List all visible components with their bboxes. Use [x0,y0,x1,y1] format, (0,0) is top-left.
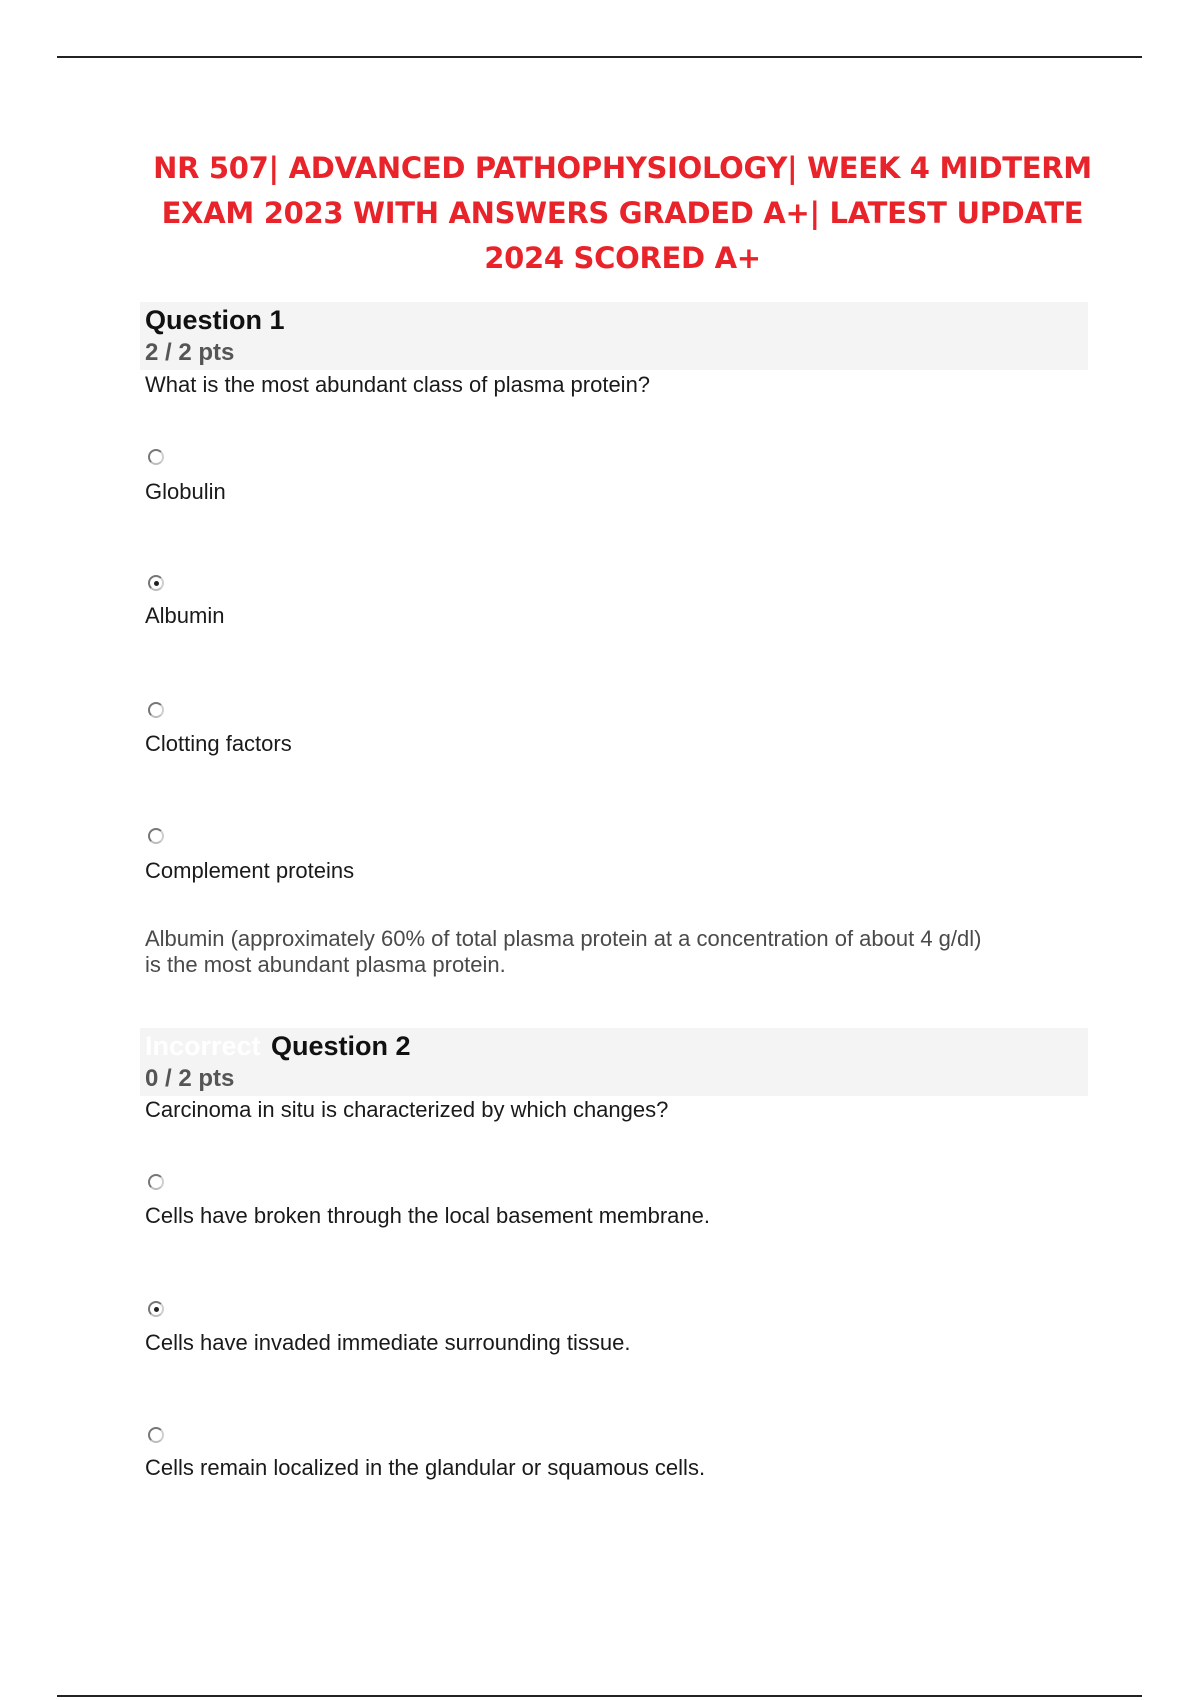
incorrect-flag: Incorrect [145,1031,261,1061]
title-line: 2024 SCORED A+ [484,241,761,275]
explanation-line: is the most abundant plasma protein. [145,952,506,977]
radio-button[interactable] [148,1174,164,1190]
answer-label: Globulin [145,479,226,504]
answer-label: Cells remain localized in the glandular or squamous cells. [145,1455,706,1480]
title-line: EXAM 2023 WITH ANSWERS GRADED A+| LATEST UPDATE [161,196,1084,230]
radio-button[interactable] [148,702,164,718]
explanation-line: Albumin (approximately 60% of total plasma protein at a concentration of about 4 g/dl) [145,926,982,951]
answer-label: Albumin [145,603,225,628]
radio-button[interactable] [148,1427,164,1443]
answer-label: Clotting factors [145,731,292,756]
title-line: NR 507| ADVANCED PATHOPHYSIOLOGY| WEEK 4 MIDTERM [153,151,1092,185]
question-2-text: Carcinoma in situ is characterized by which changes? [145,1097,669,1122]
answer-explanation [145,926,1090,978]
radio-button-selected[interactable] [148,1301,164,1317]
bottom-rule [57,1695,1142,1697]
question-2-title: Question 2 [271,1031,411,1061]
radio-button-selected[interactable] [148,575,164,591]
radio-button[interactable] [148,449,164,465]
question-2-score: 0 / 2 pts [145,1065,235,1092]
answer-label: Cells have broken through the local basement membrane. [145,1203,710,1228]
document-title [140,146,1105,281]
question-1-score: 2 / 2 pts [145,339,235,366]
question-1-text: What is the most abundant class of plasma protein? [145,372,651,397]
answer-label: Cells have invaded immediate surrounding tissue. [145,1330,631,1355]
top-rule [57,56,1142,58]
question-1-title: Question 1 [145,305,285,335]
radio-button[interactable] [148,828,164,844]
answer-label: Complement proteins [145,858,355,883]
